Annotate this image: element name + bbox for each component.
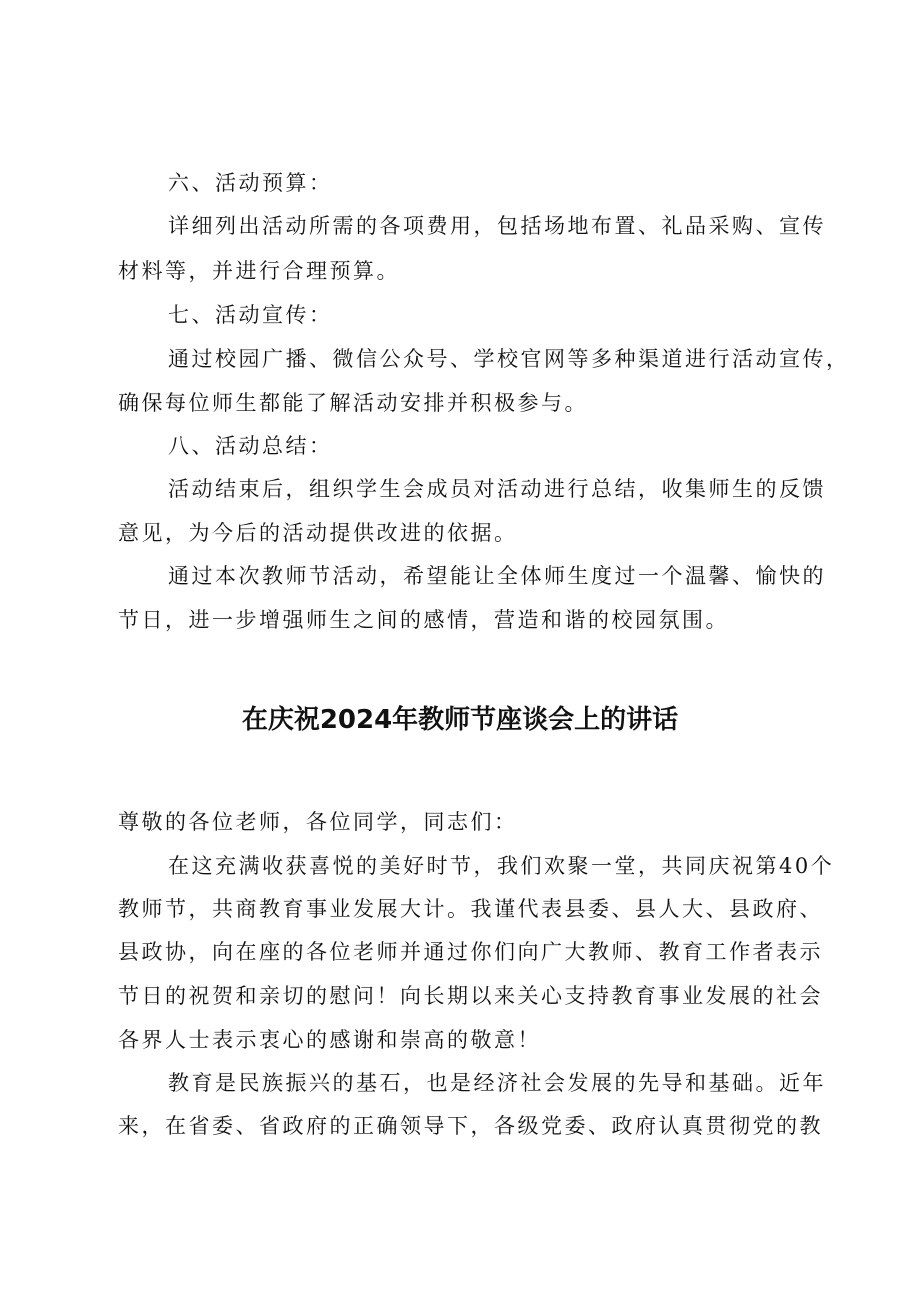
speech-para1-line4: 节日的祝贺和亲切的慰问！向长期以来关心支持教育事业发展的社会 [118, 984, 823, 1008]
speech-para1-line3: 县政协，向在座的各位老师并通过你们向广大教师、教育工作者表示 [118, 940, 823, 964]
section-eight-body-line1: 活动结束后，组织学生会成员对活动进行总结，收集师生的反馈 [168, 477, 826, 501]
speech-salutation: 尊敬的各位老师，各位同学，同志们： [118, 810, 518, 834]
speech-para1-line2: 教师节，共商教育事业发展大计。我谨代表县委、县人大、县政府、 [118, 897, 823, 921]
section-eight-body-line2: 意见，为今后的活动提供改进的依据。 [118, 521, 518, 545]
section-six-body-line1: 详细列出活动所需的各项费用，包括场地布置、礼品采购、宣传 [168, 214, 826, 238]
speech-para2-line2: 来，在省委、省政府的正确领导下，各级党委、政府认真贯彻党的教 [118, 1114, 823, 1138]
section-six-heading: 六、活动预算： [168, 171, 333, 195]
section-eight-heading: 八、活动总结： [168, 434, 333, 458]
section-seven-heading: 七、活动宣传： [168, 303, 333, 327]
speech-para2-line1: 教育是民族振兴的基石，也是经济社会发展的先导和基础。近年 [168, 1071, 826, 1095]
speech-para1-line5: 各界人士表示衷心的感谢和崇高的敬意！ [118, 1028, 541, 1052]
closing-line1: 通过本次教师节活动，希望能让全体师生度过一个温馨、愉快的 [168, 564, 826, 588]
closing-line2: 节日，进一步增强师生之间的感情，营造和谐的校园氛围。 [118, 608, 729, 632]
section-seven-body-line2: 确保每位师生都能了解活动安排并积极参与。 [118, 391, 588, 415]
speech-title: 在庆祝2024年教师节座谈会上的讲话 [241, 705, 679, 735]
section-six-body-line2: 材料等，并进行合理预算。 [118, 259, 400, 283]
speech-para1-line1: 在这充满收获喜悦的美好时节，我们欢聚一堂，共同庆祝第40个 [168, 854, 835, 878]
section-seven-body-line1: 通过校园广播、微信公众号、学校官网等多种渠道进行活动宣传， [168, 347, 850, 371]
